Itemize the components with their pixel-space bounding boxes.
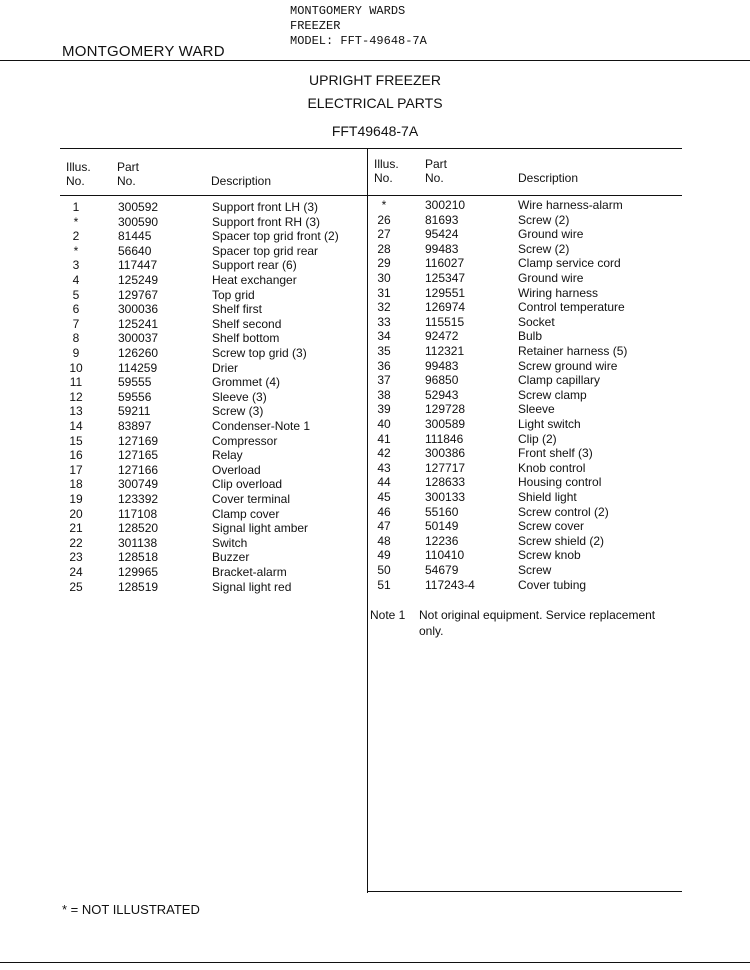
part-description: Cover terminal <box>212 492 291 506</box>
illus-number: 9 <box>72 346 80 360</box>
part-description: Screw (2) <box>518 241 570 256</box>
part-description: Screw <box>518 563 552 577</box>
part-description: Spacer top grid rear <box>212 243 319 258</box>
part-description: Ground wire <box>518 227 584 242</box>
header-description-right: Description <box>518 171 579 185</box>
part-description: Clamp capillary <box>518 373 601 388</box>
part-description: Socket <box>518 314 555 329</box>
part-number: 300133 <box>425 490 466 504</box>
part-description: Buzzer <box>212 550 250 565</box>
illus-number: 26 <box>377 212 391 227</box>
part-description: Screw shield (2) <box>518 533 605 548</box>
part-number: 117243-4 <box>425 577 475 592</box>
illus-number: 43 <box>377 460 391 475</box>
illus-number: 15 <box>69 433 83 448</box>
part-number: 116027 <box>425 256 465 271</box>
part-description: Shelf first <box>212 302 263 317</box>
illus-number: 46 <box>377 504 391 519</box>
page-subtitle: ELECTRICAL PARTS <box>307 95 443 111</box>
part-number: 52943 <box>425 387 459 402</box>
illus-number: 17 <box>69 462 83 477</box>
part-number: 114259 <box>118 360 158 375</box>
part-number: 81693 <box>425 212 459 227</box>
illus-number: 45 <box>377 490 391 504</box>
illus-number: 48 <box>377 533 391 548</box>
illus-number: 14 <box>69 419 83 433</box>
illus-number: 40 <box>377 417 391 431</box>
part-description: Support front RH (3) <box>212 214 321 229</box>
illus-number: 20 <box>69 506 83 521</box>
part-number: 110410 <box>425 548 465 563</box>
part-description: Support front LH (3) <box>212 200 319 214</box>
part-description: Relay <box>212 448 243 463</box>
part-description: Knob control <box>518 460 586 475</box>
illus-number: 31 <box>377 285 391 300</box>
part-number: 126974 <box>425 300 466 315</box>
part-number: 125241 <box>118 316 159 331</box>
part-number: 50149 <box>425 519 459 534</box>
part-description: Top grid <box>212 287 255 302</box>
part-description: Screw ground wire <box>518 358 618 373</box>
part-number: 125347 <box>425 271 466 285</box>
part-number: 128519 <box>118 579 159 594</box>
part-description: Cover tubing <box>518 577 587 592</box>
part-number: 125249 <box>118 273 159 287</box>
illus-number: 39 <box>377 402 391 417</box>
part-description: Shelf second <box>212 316 282 331</box>
part-number: 96850 <box>425 373 459 388</box>
part-description: Clamp cover <box>212 506 280 521</box>
part-description: Signal light red <box>212 579 292 594</box>
part-number: 59211 <box>118 404 151 419</box>
illus-number: 30 <box>377 271 391 285</box>
part-number: 127166 <box>118 462 159 477</box>
header-part-right: Part No. <box>425 157 448 185</box>
part-description: Support rear (6) <box>212 258 297 273</box>
part-description: Grommet (4) <box>212 375 281 390</box>
illus-number: 23 <box>69 550 83 565</box>
part-description: Shelf bottom <box>212 331 280 346</box>
part-number: 126260 <box>118 346 159 360</box>
illus-number: 35 <box>377 344 391 358</box>
illus-number: 22 <box>69 535 83 550</box>
part-description: Heat exchanger <box>212 273 297 287</box>
part-description: Switch <box>212 535 248 550</box>
illus-number: 6 <box>72 302 80 317</box>
illus-number: 38 <box>377 387 391 402</box>
illus-number: 16 <box>69 448 83 463</box>
part-description: Bracket-alarm <box>212 565 287 579</box>
illus-number: 49 <box>377 548 391 563</box>
typed-header-line: MONTGOMERY WARDS <box>290 4 406 18</box>
illus-number: 2 <box>72 229 80 244</box>
part-number: 129965 <box>118 565 159 579</box>
part-description: Screw (3) <box>212 404 264 419</box>
part-number: 59555 <box>118 375 152 390</box>
part-number: 83897 <box>118 419 152 433</box>
part-number: 112321 <box>425 344 465 358</box>
illus-number: 13 <box>69 404 83 419</box>
part-description: Wiring harness <box>518 285 599 300</box>
illus-number: * <box>381 198 387 212</box>
part-number: 99483 <box>425 241 459 256</box>
illus-number: 5 <box>72 287 80 302</box>
illus-number: 36 <box>377 358 391 373</box>
header-part-left: Part No. <box>117 160 140 188</box>
part-description: Retainer harness (5) <box>518 344 628 358</box>
part-number: 56640 <box>118 243 152 258</box>
part-number: 115515 <box>425 314 465 329</box>
illus-number: 1 <box>72 200 80 214</box>
part-number: 55160 <box>425 504 459 519</box>
part-description: Screw control (2) <box>518 504 609 519</box>
part-description: Signal light amber <box>212 521 309 536</box>
part-description: Control temperature <box>518 300 625 315</box>
part-number: 95424 <box>425 227 459 242</box>
part-number: 99483 <box>425 358 459 373</box>
illus-number: * <box>73 243 79 258</box>
header-illus-right: Illus. No. <box>374 157 399 185</box>
part-number: 300590 <box>118 214 159 229</box>
part-number: 129728 <box>425 402 466 417</box>
part-description: Spacer top grid front (2) <box>212 229 339 244</box>
part-number: 127717 <box>425 460 466 475</box>
part-description: Sleeve (3) <box>212 389 267 404</box>
part-description: Housing control <box>518 475 602 490</box>
model-code: FFT49648-7A <box>331 123 419 139</box>
part-number: 117447 <box>118 258 158 273</box>
part-description: Front shelf (3) <box>518 446 593 461</box>
part-number: 117108 <box>118 506 158 521</box>
illus-number: 32 <box>377 300 391 315</box>
part-description: Condenser-Note 1 <box>212 419 311 433</box>
part-description: Light switch <box>518 417 581 431</box>
part-number: 129551 <box>425 285 466 300</box>
part-description: Wire harness-alarm <box>518 198 623 212</box>
illus-number: 7 <box>72 316 80 331</box>
bottom-rule <box>0 962 750 963</box>
footer-note: * = NOT ILLUSTRATED <box>62 902 200 917</box>
part-description: Ground wire <box>518 271 584 285</box>
illus-number: 24 <box>69 565 83 579</box>
part-description: Screw knob <box>518 548 581 563</box>
part-number: 300592 <box>118 200 159 214</box>
part-description: Bulb <box>518 329 543 344</box>
illus-number: 4 <box>72 273 80 287</box>
part-description: Clamp service cord <box>518 256 621 271</box>
illus-number: 28 <box>377 241 391 256</box>
illus-number: 11 <box>69 375 83 390</box>
part-description: Clip overload <box>212 477 283 492</box>
part-number: 12236 <box>425 533 459 548</box>
illus-number: 33 <box>377 314 391 329</box>
illus-number: 10 <box>69 360 83 375</box>
part-number: 128520 <box>118 521 159 536</box>
part-number: 127169 <box>118 433 159 448</box>
part-number: 127165 <box>118 448 159 463</box>
typed-header-line: FREEZER <box>290 19 341 33</box>
part-description: Overload <box>212 462 261 477</box>
illus-number: 8 <box>72 331 80 346</box>
illus-number: * <box>73 214 79 229</box>
part-number: 123392 <box>118 492 159 506</box>
part-number: 300386 <box>425 446 466 461</box>
typed-header-line: MODEL: FFT-49648-7A <box>290 34 427 48</box>
illus-number: 42 <box>377 446 391 461</box>
part-description: Screw (2) <box>518 212 570 227</box>
part-number: 300036 <box>118 302 159 317</box>
part-description: Screw top grid (3) <box>212 346 307 360</box>
illus-number: 37 <box>377 373 391 388</box>
illus-number: 12 <box>69 389 83 404</box>
part-number: 300210 <box>425 198 466 212</box>
part-description: Screw cover <box>518 519 585 534</box>
top-rule <box>0 60 750 61</box>
part-number: 92472 <box>425 329 459 344</box>
part-description: Drier <box>212 360 238 375</box>
part-description: Screw clamp <box>518 387 587 402</box>
part-number: 128633 <box>425 475 466 490</box>
note-label: Note 1 <box>370 608 406 622</box>
illus-number: 25 <box>69 579 83 594</box>
illus-number: 3 <box>72 258 80 273</box>
illus-number: 29 <box>377 256 391 271</box>
part-description: Clip (2) <box>518 431 557 446</box>
typed-header <box>290 4 427 49</box>
header-illus-left: Illus. No. <box>66 160 91 188</box>
illus-number: 44 <box>377 475 391 490</box>
part-number: 300589 <box>425 417 466 431</box>
part-number: 301138 <box>118 535 158 550</box>
part-number: 111846 <box>425 431 464 446</box>
table-bottom-rule <box>367 891 682 892</box>
part-number: 128518 <box>118 550 159 565</box>
part-number: 129767 <box>118 287 159 302</box>
part-number: 300037 <box>118 331 159 346</box>
illus-number: 21 <box>69 521 83 536</box>
page-title: UPRIGHT FREEZER <box>309 72 441 88</box>
illus-number: 50 <box>377 563 391 577</box>
column-divider <box>367 148 368 893</box>
part-description: Compressor <box>212 433 278 448</box>
part-number: 59556 <box>118 389 152 404</box>
illus-number: 47 <box>377 519 391 534</box>
brand-name: MONTGOMERY WARD <box>62 43 225 60</box>
table-top-rule <box>60 148 682 149</box>
illus-number: 27 <box>377 227 391 242</box>
table-header-rule <box>60 195 682 196</box>
part-description: Shield light <box>518 490 577 504</box>
illus-number: 34 <box>377 329 391 344</box>
illus-number: 19 <box>69 492 83 506</box>
illus-number: 41 <box>377 431 391 446</box>
illus-number: 51 <box>377 577 391 592</box>
part-number: 54679 <box>425 563 459 577</box>
part-number: 81445 <box>118 229 152 244</box>
illus-number: 18 <box>69 477 83 492</box>
header-description-left: Description <box>211 174 272 188</box>
part-description: Sleeve <box>518 402 555 417</box>
note-text: Not original equipment. Service replacement only. <box>419 608 656 638</box>
part-number: 300749 <box>118 477 159 492</box>
